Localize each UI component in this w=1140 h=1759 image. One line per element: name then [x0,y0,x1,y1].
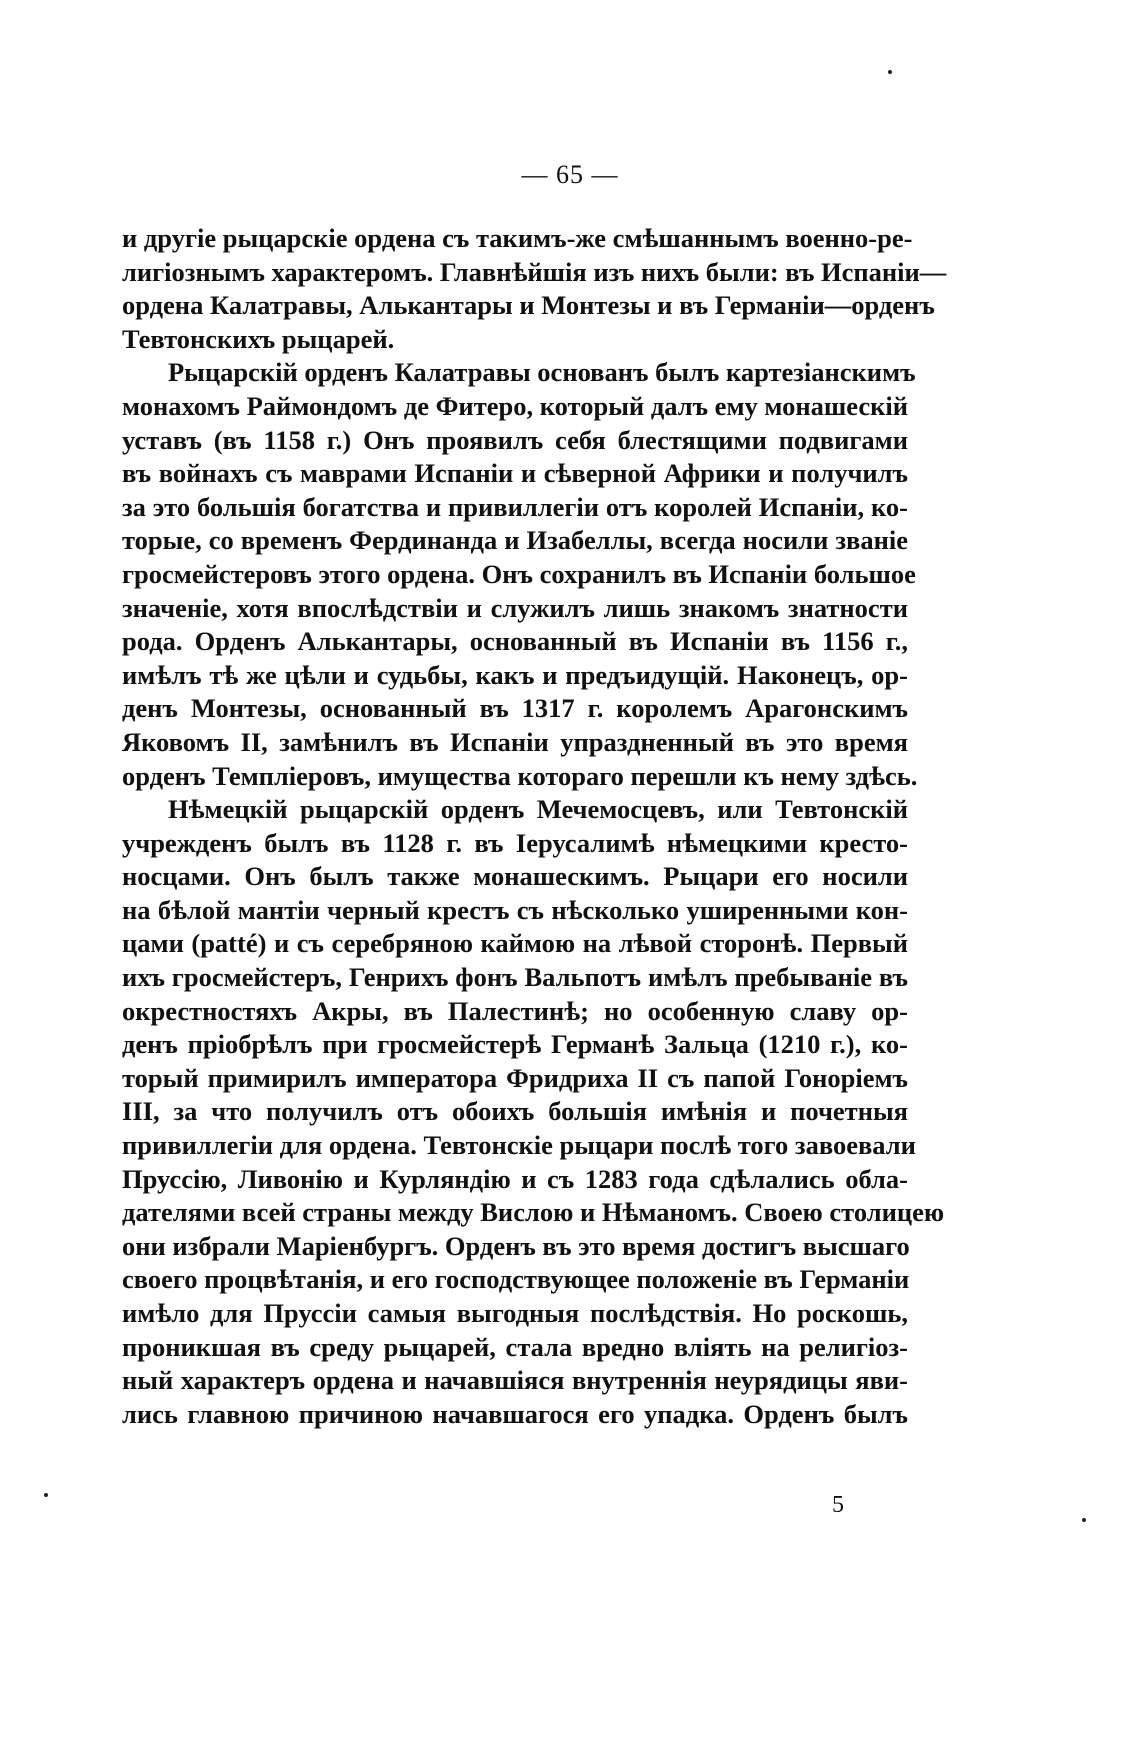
text-line: учрежденъ былъ въ 1128 г. въ Іерусалимѣ нѣмецкими кресто- [122,827,908,858]
text-line: торый примирилъ императора Фридриха II съ папой Гоноріемъ [122,1062,908,1093]
text-line: денъ Монтезы, основанный въ 1317 г. королемъ Арагонскимъ [122,693,908,724]
text-line: Нѣмецкій рыцарскій орденъ Мечемосцевъ, или Тевтонскій [168,794,908,825]
text-line: проникшая въ среду рыцарей, стала вредно вліять на религіоз- [122,1331,908,1362]
text-line: окрестностяхъ Акры, въ Палестинѣ; но особенную славу ор- [122,995,908,1026]
text-line: дателями всей страны между Вислою и Нѣманомъ. Своею столицею [122,1197,945,1228]
text-line: лись главною причиною начавшагося его упадка. Орденъ былъ [122,1398,908,1429]
text-line: своего процвѣтанія, и его господствующее положеніе въ Германіи [122,1264,910,1295]
text-line: на бѣлой мантіи черный крестъ съ нѣсколько уширенными кон- [122,894,908,925]
speck [1082,1518,1086,1522]
speck [888,70,892,74]
text-line: уставъ (въ 1158 г.) Онъ проявилъ себя блестящими подвигами [122,424,908,455]
text-line: въ войнахъ съ маврами Испаніи и сѣверной Африки и получилъ [122,458,908,489]
text-line: III, за что получилъ отъ обоихъ большія имѣнія и почетныя [122,1096,908,1127]
text-line: монахомъ Раймондомъ де Фитеро, который далъ ему монашескій [122,390,908,421]
text-line: рода. Орденъ Алькантары, основанный въ Испаніи въ 1156 г., [122,626,908,657]
text-line: орденъ Темпліеровъ, имущества котораго перешли къ нему здѣсь. [122,760,918,791]
text-line: за это большія богатства и привиллегіи отъ королей Испаніи, ко- [122,491,908,522]
text-line: имѣлъ тѣ же цѣли и судьбы, какъ и предъидущій. Наконецъ, ор- [122,659,908,690]
signature-mark: 5 [832,1492,844,1518]
page-number: — 65 — [521,160,619,189]
text-line: ный характеръ ордена и начавшіяся внутреннія неурядицы яви- [122,1365,908,1396]
text-line: денъ пріобрѣлъ при гросмейстерѣ Германѣ Зальца (1210 г.), ко- [122,1029,908,1060]
text-line: ихъ гросмейстеръ, Генрихъ фонъ Вальпотъ имѣлъ пребываніе въ [122,962,908,993]
text-line: ордена Калатравы, Алькантары и Монтезы и въ Германіи—орденъ [122,290,935,321]
speck [44,1493,48,1497]
text-line: имѣло для Пруссіи самыя выгодныя послѣдствія. Но роскошь, [122,1298,908,1328]
text-line: они избрали Маріенбургъ. Орденъ въ это время достигъ высшаго [122,1230,910,1261]
text-line: Тевтонскихъ рыцарей. [122,323,395,354]
body-text [122,222,947,1431]
text-line: гросмейстеровъ этого ордена. Онъ сохранилъ въ Испаніи большое [122,558,916,589]
text-line: значеніе, хотя впослѣдствіи и служилъ лишь знакомъ знатности [122,592,908,623]
text-line: и другіе рыцарскіе ордена съ такимъ-же смѣшаннымъ военно-ре- [122,223,913,253]
text-line: торые, со временъ Фердинанда и Изабеллы, всегда носили званіе [122,525,908,556]
text-line: Пруссію, Ливонію и Курляндію и съ 1283 года сдѣлались обла- [122,1163,908,1194]
text-line: цами (patté) и съ серебряною каймою на лѣвой сторонѣ. Первый [122,928,908,959]
text-line: Яковомъ II, замѣнилъ въ Испаніи упраздненный въ это время [122,726,908,757]
text-line: носцами. Онъ былъ также монашескимъ. Рыцари его носили [122,861,908,892]
text-line: лигіознымъ характеромъ. Главнѣйшія изъ нихъ были: въ Испаніи— [122,256,947,287]
text-line: привиллегіи для ордена. Тевтонскіе рыцари послѣ того завоевали [122,1130,916,1161]
text-line: Рыцарскій орденъ Калатравы основанъ былъ картезіанскимъ [168,357,916,388]
